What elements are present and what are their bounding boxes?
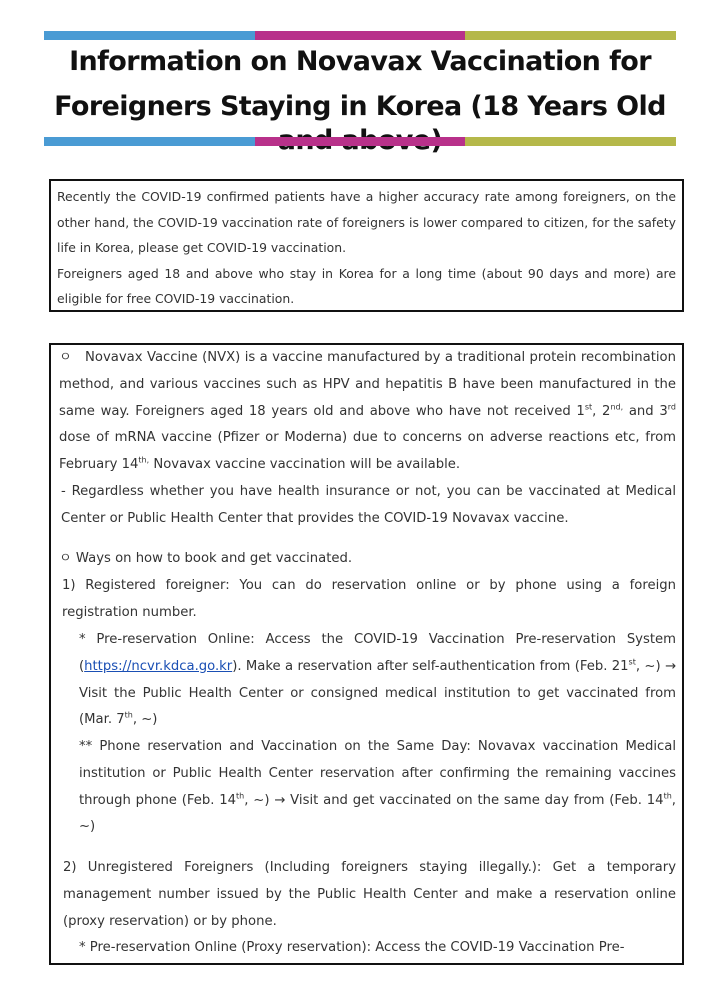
prereg-text-b: ). Make a reservation after self-authentication from (Feb. 21 bbox=[232, 658, 629, 674]
intro-paragraph-2: Foreigners aged 18 and above who stay in Korea for a long time (about 90 days and more) are eligible for free COVID-19 vaccination. bbox=[57, 265, 676, 307]
phone-text-a: ** Phone reservation and Vaccination on the Same Day: Novavax vaccination Medical institution or Public Health Center reservation after confirming the remaining vaccines through phone (Feb. 14 bbox=[79, 739, 676, 808]
registered-foreigner-paragraph: 1) Registered foreigner: You can do reservation online or by phone using a foreign registration number. bbox=[62, 578, 676, 620]
stripe-magenta bbox=[255, 137, 466, 146]
pre-reservation-online-paragraph bbox=[79, 627, 676, 734]
nvx-sup-1: st bbox=[584, 402, 593, 412]
prereg-sup-2: th bbox=[124, 711, 133, 720]
page-title-line-2: Foreigners Staying in Korea (18 Years Old bbox=[54, 91, 666, 122]
nvx-paragraph bbox=[59, 345, 676, 479]
nvx-text-e: Novavax vaccine vaccination will be available. bbox=[149, 457, 461, 473]
phone-text-b: , ~) → Visit and get vaccinated on the same day from (Feb. 14 bbox=[244, 792, 664, 808]
page-title-line-1: Information on Novavax Vaccination for bbox=[69, 46, 651, 77]
nvx-sup-2: nd, bbox=[610, 402, 624, 412]
phone-text-c: , ~) bbox=[79, 792, 676, 835]
prereg-sup-1: st bbox=[628, 657, 636, 667]
unregistered-foreigner-paragraph: 2) Unregistered Foreigners (Including foreigners staying illegally.): Get a temporary management number issued by the Public Health Center and make a reservation online (proxy reservation) or by phone. bbox=[63, 860, 676, 929]
bullet-icon: ㅇ bbox=[59, 350, 72, 365]
nvx-text-d: dose of mRNA vaccine (Pfizer or Moderna) due to concerns on adverse reactions etc, from February 14 bbox=[59, 430, 676, 473]
prereg-text-a: * Pre-reservation Online: Access the COVID-19 Vaccination Pre-reservation System ( bbox=[79, 632, 676, 674]
nvx-text-b: , 2 bbox=[592, 403, 611, 419]
nvx-text-a: Novavax Vaccine (NVX) is a vaccine manufactured by a traditional protein recombination method, and various vaccines such as HPV and hepatitis B have been manufactured in the same way. Foreigners aged 18 years old and above who have not received 1 bbox=[59, 350, 676, 419]
insurance-paragraph: - Regardless whether you have health insurance or not, you can be vaccinated at Medical Center or Public Health Center that provides the COVID-19 Novavax vaccine. bbox=[61, 484, 676, 526]
intro-notice-box bbox=[49, 179, 684, 312]
nvx-sup-4: th, bbox=[138, 455, 150, 465]
nvx-sup-3: rd bbox=[667, 402, 676, 412]
bottom-color-stripe bbox=[44, 137, 676, 146]
proxy-reservation-paragraph: * Pre-reservation Online (Proxy reservation): Access the COVID-19 Vaccination Pre- bbox=[79, 940, 625, 955]
stripe-blue bbox=[44, 137, 255, 146]
top-color-stripe bbox=[44, 31, 676, 40]
stripe-olive bbox=[465, 137, 676, 146]
ncvr-link[interactable]: https://ncvr.kdca.go.kr bbox=[84, 658, 233, 674]
stripe-magenta bbox=[255, 31, 466, 40]
prereg-text-d: , ~) bbox=[132, 712, 158, 728]
stripe-blue bbox=[44, 31, 255, 40]
main-info-box bbox=[49, 343, 684, 965]
ways-heading: ㅇ Ways on how to book and get vaccinated. bbox=[59, 551, 353, 566]
phone-sup-2: th bbox=[663, 791, 672, 801]
stripe-olive bbox=[465, 31, 676, 40]
intro-paragraph-1: Recently the COVID-19 confirmed patients have a higher accuracy rate among foreigners, on the other hand, the COVID-19 vaccination rate of foreigners is lower compared to citizen, for the safety life in Korea, please get COVID-19 vaccination. bbox=[57, 189, 676, 256]
phone-reservation-paragraph bbox=[79, 734, 676, 841]
phone-sup-1: th bbox=[236, 791, 245, 801]
nvx-text-c: and 3 bbox=[623, 403, 668, 419]
prereg-text-c: , ~) → Visit the Public Health Center or consigned medical institution to get vaccinated from (Mar. 7 bbox=[79, 658, 676, 728]
